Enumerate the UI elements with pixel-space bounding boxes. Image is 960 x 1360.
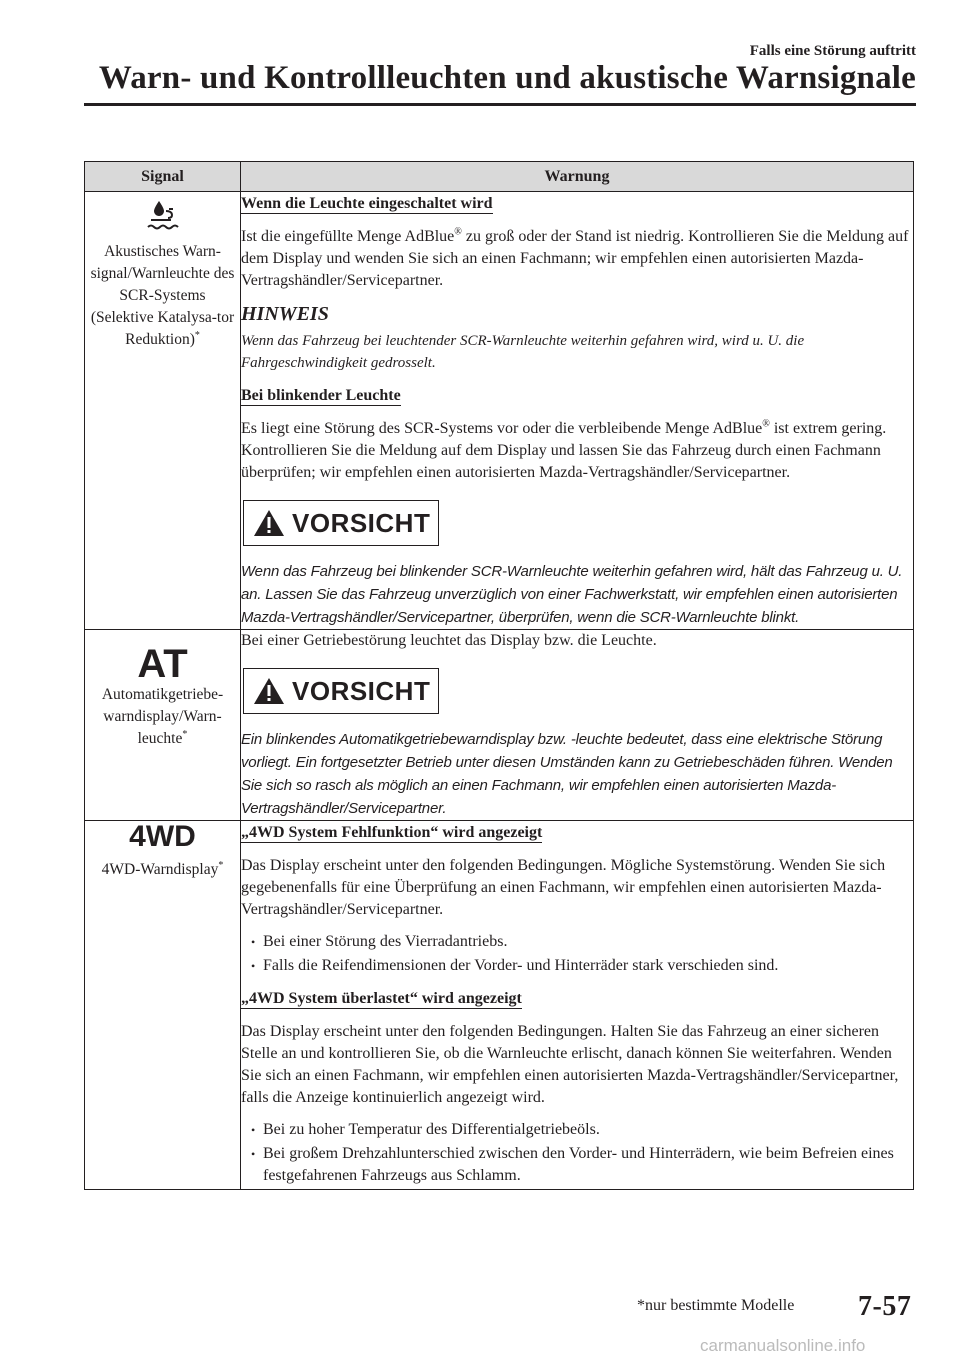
section-subtitle: Falls eine Störung auftritt — [749, 43, 916, 59]
subheading: „4WD System Fehlfunktion“ wird angezeigt — [241, 824, 543, 841]
warning-cell — [241, 821, 914, 1190]
caution-text: Ein blinkendes Automatikgetriebewarndisplay bzw. -leuchte bedeutet, dass eine elektrische Störung vorliegt. Ein fortgesetzter Betrieb unter diesen Umständen kann zu Getriebeschäden führen. Wenden Sie sich so rasch als möglich an einen Fachmann, wir empfehlen einen autorisierten Mazda-Vertragshändler/Servicepartner. — [241, 731, 893, 817]
signal-cell — [85, 192, 241, 630]
header-rule — [84, 103, 916, 106]
at-symbol-icon: AT — [137, 642, 188, 686]
bullet-list — [241, 1119, 913, 1187]
scr-warning-icon — [85, 198, 240, 239]
warning-cell — [241, 630, 914, 821]
table-row — [85, 821, 914, 1190]
caution-box — [243, 668, 439, 714]
bullet-list — [241, 931, 913, 977]
paragraph: Das Display erscheint unter den folgenden Bedingungen. Mögliche Systemstörung. Wenden Sie sich gegebenenfalls für eine Überprüfung an einen Fachmann, wir empfehlen einen autorisierten Mazda-Vertragshändler/Servicepartner. — [241, 857, 886, 918]
caution-text: Wenn das Fahrzeug bei blinkender SCR-Warnleuchte weiterhin gefahren wird, hält das Fahrzeug u. U. an. Lassen Sie das Fahrzeug unverzüglich von einer Fachwerkstatt, wir empfehlen einen autorisierten Mazda-Vertragshändler/Servicepartner, überprüfen, wenn die SCR-Warnleuchte blinkt. — [241, 563, 903, 626]
table-header-row — [85, 162, 914, 192]
signal-cell — [85, 821, 241, 1190]
table-row — [85, 630, 914, 821]
signal-label: Automatikgetriebe-warndisplay/Warn-leuchte* — [101, 686, 224, 747]
hinweis-text: Wenn das Fahrzeug bei leuchtender SCR-Warnleuchte weiterhin gefahren wird, wird u. U. die Fahrgeschwindigkeit gedrosselt. — [241, 333, 805, 371]
list-item: • Falls die Reifendimensionen der Vorder- und Hinterräder stark verschieden sind. — [241, 955, 913, 977]
list-item: • Bei zu hoher Temperatur des Differentialgetriebeöls. — [241, 1119, 913, 1141]
paragraph: Ist die eingefüllte Menge AdBlue® zu groß oder der Stand ist niedrig. Kontrollieren Sie die Meldung auf dem Display und wenden Sie sich an einen Fachmann; wir empfehlen einen autorisierten Mazda-Vertragshändler/Servicepartner. — [241, 226, 909, 289]
paragraph: Das Display erscheint unter den folgenden Bedingungen. Halten Sie das Fahrzeug an einer sicheren Stelle an und kontrollieren Sie, ob die Warnleuchte erlischt, danach können Sie weiterfahren. Wenden Sie sich an einen Fachmann, wir empfehlen einen autorisierten Mazda-Vertragshändler/Servicepartner, falls die Anzeige kontinuierlich angezeigt wird. — [241, 1023, 899, 1106]
signal-label: 4WD-Warndisplay* — [101, 859, 224, 878]
watermark: carmanualsonline.info — [700, 1336, 866, 1355]
signal-label: Akustisches Warn-signal/Warnleuchte des SCR-Systems (Selektive Katalysa-tor Reduktion)* — [90, 243, 235, 348]
warning-cell — [241, 192, 914, 630]
4wd-symbol-icon: 4WD — [129, 820, 196, 853]
subheading: Bei blinkender Leuchte — [241, 387, 401, 404]
subheading: „4WD System überlastet“ wird angezeigt — [241, 990, 522, 1007]
list-item: • Bei großem Drehzahlunterschied zwischen den Vorder- und Hinterrädern, wie beim Befreien eines festgefahrenen Fahrzeugs aus Schlamm. — [241, 1143, 913, 1187]
subheading: Wenn die Leuchte eingeschaltet wird — [241, 195, 493, 212]
warning-table — [84, 161, 914, 1190]
paragraph: Bei einer Getriebestörung leuchtet das Display bzw. die Leuchte. — [241, 632, 657, 649]
col-header-warnung: Warnung — [241, 162, 914, 192]
paragraph: Es liegt eine Störung des SCR-Systems vor oder die verbleibende Menge AdBlue® ist extrem gering. Kontrollieren Sie die Meldung auf dem Display und lassen Sie das Fahrzeug durch einen Fachmann überprüfen; wir empfehlen einen autorisierten Mazda-Vertragshändler/Servicepartner. — [241, 418, 887, 481]
col-header-signal: Signal — [85, 162, 241, 192]
list-item: • Bei einer Störung des Vierradantriebs. — [241, 931, 913, 953]
caution-box — [243, 500, 439, 546]
signal-cell — [85, 630, 241, 821]
table-row — [85, 192, 914, 630]
caution-label: VORSICHT — [292, 508, 431, 538]
warning-triangle-icon — [252, 676, 286, 706]
hinweis-title: HINWEIS — [241, 303, 329, 325]
page-title: Warn- und Kontrollleuchten und akustische Warnsignale — [98, 60, 916, 96]
footnote: *nur bestimmte Modelle — [637, 1297, 795, 1314]
warning-triangle-icon — [252, 508, 286, 538]
caution-label: VORSICHT — [292, 676, 431, 706]
page-number: 7-57 — [858, 1291, 912, 1322]
